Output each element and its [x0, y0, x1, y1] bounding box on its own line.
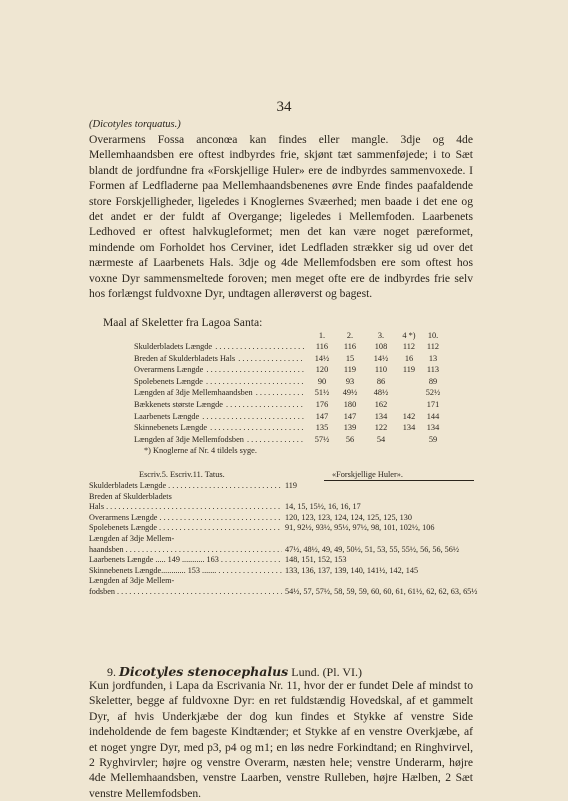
- table1-cell: 112: [402, 342, 416, 351]
- table1-row-label: [134, 342, 304, 351]
- section-rest: Lund. (Pl. VI.): [291, 665, 363, 679]
- table2-row-label: Længden af 3dje Mellem-: [89, 534, 175, 543]
- table1-cell: 108: [374, 342, 388, 351]
- table1-cell: 48½: [373, 388, 389, 398]
- table1-row-label-text: Længden af 3dje Mellemhaandsben: [134, 388, 253, 398]
- table1-cell: 134: [426, 423, 440, 433]
- table1-footnote: *) Knoglerne af Nr. 4 tildels syge.: [144, 446, 257, 455]
- table2-row-values: 91, 92½, 93½, 95½, 97½, 98, 101, 102½, 106: [285, 523, 435, 533]
- table2-row-values: 119: [285, 481, 297, 490]
- table1-cell: 51½: [314, 388, 330, 398]
- table2-row-values: 133, 136, 137, 139, 140, 141½, 142, 145: [285, 565, 419, 575]
- table1-cell: 176: [315, 400, 329, 409]
- table1-cell: 110: [374, 365, 388, 375]
- table1-cell: 180: [343, 400, 357, 409]
- table2-header-rule: [324, 480, 474, 481]
- table1-cell: 119: [343, 365, 357, 375]
- table2-row-values: 14, 15, 15½, 16, 16, 17: [285, 502, 361, 512]
- table1-row-label: [134, 354, 304, 363]
- table1-cell: 171: [426, 400, 440, 409]
- section-number: 9.: [107, 665, 116, 679]
- table1-cell: 144: [426, 411, 440, 421]
- table1-row-label-text: Skinnebenets Længde: [134, 423, 208, 433]
- table1-row-label-text: Overarmens Længde: [134, 365, 204, 375]
- table1-cell: 14½: [373, 353, 389, 363]
- table1-cell: 147: [315, 411, 329, 421]
- table1-cell: 89: [428, 376, 438, 386]
- table1-cell: 147: [343, 411, 357, 421]
- table2-row-label: fodsben . . .: [89, 587, 282, 597]
- table2-row-label: Spolebenets Længde . . .: [89, 523, 282, 533]
- table1-cell: 134: [402, 423, 416, 433]
- table2-header-right: «Forskjellige Huler».: [332, 470, 403, 479]
- table2-row-label: Skulderbladets Længde . . .: [89, 481, 282, 491]
- paragraph-1: [89, 132, 473, 301]
- table1-cell: 120: [315, 365, 329, 375]
- table1-cell: 54: [376, 434, 386, 444]
- table1-cell: 16: [404, 353, 414, 363]
- table1-cell: 52½: [425, 388, 441, 398]
- table1-cell: 93: [345, 376, 355, 386]
- table1-row-label: [134, 400, 304, 409]
- table1-cell: 13: [428, 353, 438, 363]
- table1-cell: 116: [343, 342, 357, 351]
- table1-cell: 49½: [342, 388, 358, 398]
- table1-row-label: [134, 388, 304, 397]
- table1-cell: 142: [402, 411, 416, 421]
- table1-row-label: [134, 377, 304, 386]
- page-number: 34: [276, 99, 292, 115]
- table2-row-label: Laarbenets Længde ..... 149 ........... 163 . . .: [89, 555, 282, 565]
- table2-row-values: 120, 123, 123, 124, 124, 125, 125, 130: [285, 512, 412, 522]
- table1-row-label-text: Bækkenets største Længde: [134, 400, 223, 409]
- table1-cell: 134: [374, 411, 388, 421]
- table1-column-header: 1.: [318, 331, 326, 340]
- table1-cell: 122: [374, 423, 388, 433]
- table2-row-label: Breden af Skulderbladets: [89, 491, 172, 501]
- table2-row-values: 148, 151, 152, 153: [285, 555, 347, 565]
- table1-row-label-text: Breden af Skulderbladets Hals: [134, 353, 236, 363]
- table1-column-header: 2.: [346, 331, 354, 340]
- table1-cell: 135: [315, 423, 329, 433]
- table2-header-left: Escriv.5. Escriv.11. Tatus.: [139, 470, 225, 479]
- paragraph-1-text: Overarmens Fossa anconœa kan findes eller mangle. 3dje og 4de Mellemhaandsben ere oftest indbyrdes frie, skjønt tæt sammenføjede; i to Sæt blandt de jordfundne fra «Forskjellige Huler» ere de indbyrdes sammenvoxede. I Formen af Ledfladerne paa Mellemhaandsbenenes øvre Ende findes paafaldende store Forskjelligheder, ligeledes i Knoglernes Svæerhed; men baade i det ene og det andet er der fuldt af Overgange; ligeledes i Mellemfoden. Laarbenets Ledhoved er oftest halvkugleformet; men det kan være noget pæreformet, mindende om Forholdet hos Cerviner, idet Ledfladen strækker sig ud over det nærmeste af Laarbenets Hals. 3dje og 4de Mellemfodsben ere som oftest hos voxne Dyr sammensmeltede foroven; men meget ofte ere de indbyrdes frie selv hos forlængst fuldvoxne Dyr, undtagen allerøverst og bagest.: [89, 133, 473, 301]
- paragraph-2-text: Kun jordfunden, i Lapa da Escrivania Nr. 11, hvor der er fundet Dele af mindst to Skeletter, begge af fuldvoxne Dyr: en ret fuldstændig Hovedskal, af et gammelt Dyr, af hvis Underkjæbe der dog kun findes et Stykke af venstre Side indeholdende de fem bageste Kindtænder; et Stykke af en venstre Overkjæbe, af et noget yngre Dyr, med p3, p4 og m1; en løs nedre Forkindtand; en Ringhvirvel, 2 Ryghvirvler; højre og venstre Overarm, næsten hele; venstre Underarm, højre 4de Mellemhaandsben, venstre Laarben, venstre Rulleben, højre Hælben, 2 Sæt venstre Mellemfodsben.: [89, 679, 473, 800]
- table2-row-values: 54½, 57, 57½, 58, 59, 59, 60, 60, 61, 61½, 62, 62, 63, 65½: [285, 587, 478, 596]
- table1-cell: 59: [428, 434, 438, 444]
- table1-cell: 90: [317, 376, 327, 386]
- table1-row-label-text: Laarbenets Længde: [134, 411, 200, 421]
- table1-column-header: 10.: [427, 331, 439, 340]
- table1-row-label: [134, 423, 304, 432]
- table2-row-label: haandsben . . .: [89, 545, 282, 555]
- table1-cell: 112: [426, 342, 440, 351]
- table1-row-label-text: Skulderbladets Længde: [134, 342, 213, 351]
- table1-cell: 116: [315, 342, 329, 351]
- paragraph-2: [89, 678, 473, 801]
- table2-row-label: Længden af 3dje Mellem-: [89, 576, 175, 586]
- table1-cell: 119: [402, 365, 416, 375]
- table1-cell: 14½: [314, 353, 330, 363]
- species-name: Dicotyles stenocephalus: [119, 664, 289, 679]
- table1-caption: Maal af Skeletter fra Lagoa Santa:: [103, 316, 263, 329]
- table1-row-label: [134, 365, 304, 374]
- table1-cell: 15: [345, 353, 355, 363]
- table1-row-label-text: Længden af 3dje Mellemfodsben: [134, 434, 244, 444]
- running-head: (Dicotyles torquatus.): [89, 119, 181, 130]
- table2-row-values: 47½, 48½, 49, 49, 50½, 51, 53, 55, 55½, 56, 56, 56½: [285, 544, 459, 554]
- table1-cell: 139: [343, 423, 357, 433]
- table1-column-header: 3.: [377, 331, 385, 340]
- table2-row-label: Hals . . .: [89, 502, 282, 512]
- table1-cell: 86: [376, 376, 386, 386]
- table1-cell: 56: [345, 434, 355, 444]
- table1-cell: 113: [426, 365, 440, 375]
- table1-column-header: 4 *): [402, 331, 416, 340]
- table2-row-label: Skinnebenets Længde............ 153 ....... . . .: [89, 566, 282, 576]
- table2-row-label: Overarmens Længde . . .: [89, 513, 282, 523]
- table1-cell: 57½: [314, 434, 330, 444]
- table1-cell: 162: [374, 400, 388, 409]
- table1-row-label: [134, 435, 304, 444]
- table1-row-label-text: Spolebenets Længde: [134, 376, 203, 386]
- table1-row-label: [134, 412, 304, 421]
